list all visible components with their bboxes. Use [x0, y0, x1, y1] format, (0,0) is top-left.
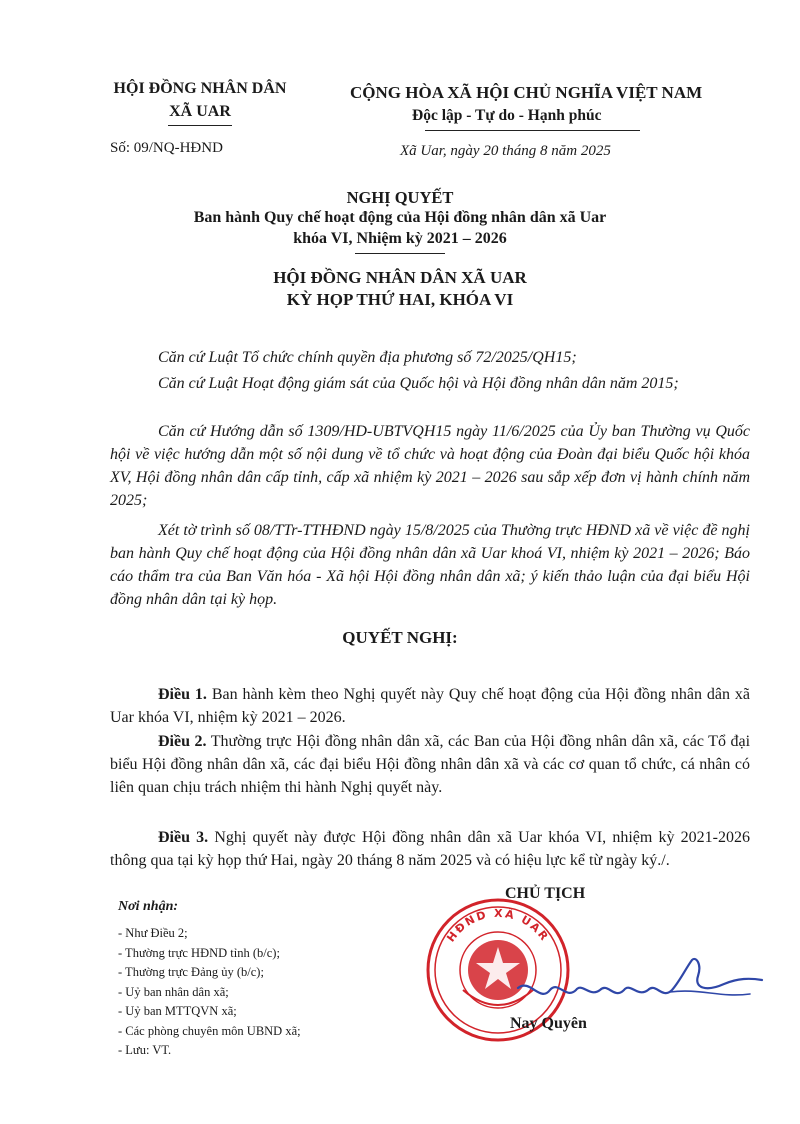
handwritten-signature-icon [510, 948, 770, 1018]
document-type-heading: NGHỊ QUYẾT [346, 188, 454, 207]
article-label: Điều 3. [158, 829, 209, 846]
recipient-item: - Thường trực HĐND tỉnh (b/c); [118, 945, 280, 960]
signer-title: CHỦ TỊCH [505, 885, 586, 902]
preamble-clause: Căn cứ Luật Tổ chức chính quyền địa phương số 72/2025/QH15; [158, 349, 577, 366]
recipient-item: - Uỷ ban nhân dân xã; [118, 984, 229, 999]
article-text: Nghị quyết này được Hội đồng nhân dân xã Uar khóa VI, nhiệm kỳ 2021-2026 thông qua tại kỳ họp thứ Hai, ngày 20 tháng 8 năm 2025 và có hiệu lực kể từ ngày ký./. [110, 829, 751, 869]
article-label: Điều 1. [158, 686, 207, 703]
issuing-body-name: HỘI ĐỒNG NHÂN DÂN [113, 80, 287, 97]
recipients-list [118, 924, 301, 1061]
place-date-line: Xã Uar, ngày 20 tháng 8 năm 2025 [400, 143, 611, 159]
recipient-item: - Thường trực Đảng ủy (b/c); [118, 965, 264, 979]
recipient-item: - Uỷ ban MTTQVN xã; [118, 1004, 237, 1018]
preamble-clause: Căn cứ Luật Hoạt động giám sát của Quốc hội và Hội đồng nhân dân năm 2015; [158, 375, 679, 392]
recipient-item: - Như Điều 2; [118, 926, 188, 940]
national-motto: Độc lập - Tự do - Hạnh phúc [412, 107, 602, 124]
article-text: Thường trực Hội đồng nhân dân xã, các Ban của Hội đồng nhân dân xã, các Tổ đại biểu Hội đồng nhân dân xã, các đại biểu Hội đồng nhân dân xã và các cơ quan tổ chức, cá nhân có liên quan chịu trách nhiệm thi hành Nghị quyết này. [110, 733, 751, 796]
issuing-body-commune: XÃ UAR [169, 103, 231, 120]
article-2 [110, 730, 750, 799]
preamble-clause: Căn cứ Hướng dẫn số 1309/HD-UBTVQH15 ngày 11/6/2025 của Ủy ban Thường vụ Quốc hội về việc hướng dẫn một số nội dung về tổ chức và hoạt động của Đoàn đại biểu Quốc hội khóa XV, Hội đồng nhân dân cấp tỉnh, cấp xã nhiệm kỳ 2021 – 2026 sau sắp xếp đơn vị hành chính năm 2025; [110, 423, 750, 509]
document-subject-line-1: Ban hành Quy chế hoạt động của Hội đồng nhân dân xã Uar [193, 209, 607, 226]
document-number: Số: 09/NQ-HĐND [110, 140, 223, 156]
authority-heading-line-2: KỲ HỌP THỨ HAI, KHÓA VI [286, 290, 514, 309]
article-3 [110, 826, 750, 872]
title-underline [355, 253, 445, 254]
authority-heading-line-1: HỘI ĐỒNG NHÂN DÂN XÃ UAR [273, 268, 527, 287]
recipient-item: - Các phòng chuyên môn UBND xã; [118, 1023, 301, 1038]
national-title: CỘNG HÒA XÃ HỘI CHỦ NGHĨA VIỆT NAM [350, 83, 703, 102]
document-subject-line-2: khóa VI, Nhiệm kỳ 2021 – 2026 [293, 230, 507, 247]
issuing-body-underline [168, 125, 232, 126]
recipients-heading: Nơi nhận: [118, 899, 179, 914]
decision-heading: QUYẾT NGHỊ: [342, 628, 458, 647]
article-text: Ban hành kèm theo Nghị quyết này Quy chế hoạt động của Hội đồng nhân dân xã Uar khóa VI, nhiệm kỳ 2021 – 2026. [110, 686, 750, 726]
seal-lettering: HĐND XÃ UAR [444, 906, 552, 945]
recipient-item: - Lưu: VT. [118, 1043, 172, 1057]
article-label: Điều 2. [158, 733, 207, 750]
preamble-clause: Xét tờ trình số 08/TTr-TTHĐND ngày 15/8/2025 của Thường trực HĐND xã về việc đề nghị ban hành Quy chế hoạt động của Hội đồng nhân dân xã Uar khoá VI, nhiệm kỳ 2021 – 2026; Báo cáo thẩm tra của Ban Văn hóa - Xã hội Hội đồng nhân dân xã; ý kiến thảo luận của đại biểu Hội đồng nhân dân tại kỳ họp. [110, 522, 750, 608]
article-1 [110, 683, 750, 729]
motto-underline [425, 130, 640, 131]
signer-name: Nay Quyên [510, 1015, 587, 1032]
